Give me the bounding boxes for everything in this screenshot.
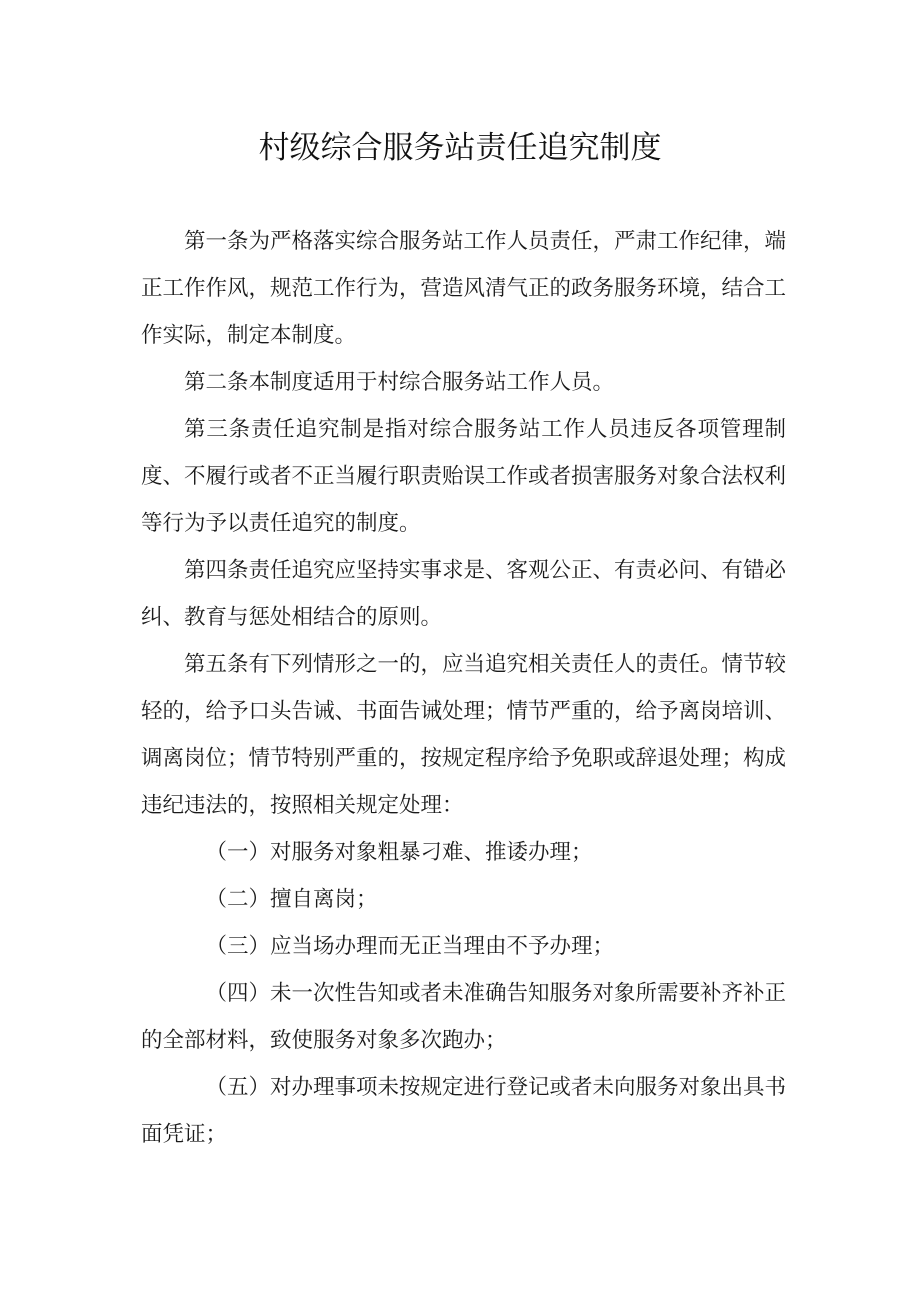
document-title: 村级综合服务站责任追究制度 xyxy=(258,130,662,166)
article-5: 第五条有下列情形之一的，应当追究相关责任人的责任。情节较轻的，给予口头告诫、书面告诫处理；情节严重的，给予离岗培训、调离岗位；情节特别严重的，按规定程序给予免职或辞退处理；构成违纪违法的，按照相关规定处理： xyxy=(141,652,787,818)
article-2: 第二条本制度适用于村综合服务站工作人员。 xyxy=(184,370,615,395)
article-3: 第三条责任追究制是指对综合服务站工作人员违反各项管理制度、不履行或者不正当履行职责贻误工作或者损害服务对象合法权利等行为予以责任追究的制度。 xyxy=(141,417,787,536)
list-item-4: （四）未一次性告知或者未准确告知服务对象所需要补齐补正的全部材料，致使服务对象多次跑办； xyxy=(141,981,787,1053)
list-item-2: （二）擅自离岗； xyxy=(205,887,378,912)
article-1: 第一条为严格落实综合服务站工作人员责任，严肃工作纪律，端正工作作风，规范工作行为，营造风清气正的政务服务环境，结合工作实际，制定本制度。 xyxy=(141,229,787,348)
list-item-3: （三）应当场办理而无正当理由不予办理； xyxy=(205,934,615,959)
article-4: 第四条责任追究应坚持实事求是、客观公正、有责必问、有错必纠、教育与惩处相结合的原则。 xyxy=(141,558,787,630)
list-item-5: （五）对办理事项未按规定进行登记或者未向服务对象出具书面凭证； xyxy=(141,1075,787,1147)
list-item-1: （一）对服务对象粗暴刁难、推诿办理； xyxy=(205,840,593,865)
document-body xyxy=(141,218,786,1158)
